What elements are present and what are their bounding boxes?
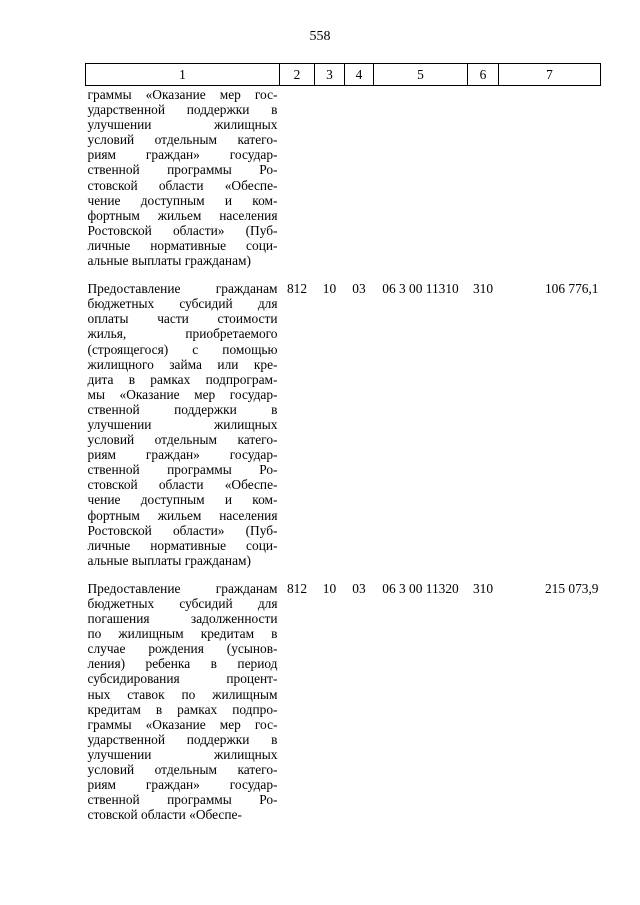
description-line: дита в рамках подпрограм- — [87, 371, 278, 387]
description-line: чение доступным и ком- — [87, 192, 278, 208]
description-line: оплаты части стоимости — [87, 311, 278, 327]
description-line: жилья, приобретаемого — [87, 326, 278, 342]
header-col-6: 6 — [468, 64, 499, 86]
table-row — [86, 274, 601, 574]
description-line: ственной программы Ро- — [87, 162, 278, 178]
description-line: условий отдельным катего- — [87, 432, 278, 448]
page-number: 558 — [309, 29, 331, 44]
subsection-code — [345, 86, 374, 275]
description-line: стовской области «Обеспе- — [87, 807, 242, 823]
description-line: (строящегося) с помощью — [87, 341, 278, 357]
header-row — [86, 64, 601, 86]
description-line: ления) ребенка в период — [87, 656, 278, 672]
header-col-7: 7 — [499, 64, 601, 86]
table-body — [86, 86, 601, 829]
description-line: стовской области «Обеспе- — [87, 177, 278, 193]
description-line: условий отдельным катего- — [87, 762, 278, 778]
description-line: ственной программы Ро- — [87, 792, 278, 808]
header-col-5: 5 — [374, 64, 468, 86]
expense-type-code: 310 — [472, 580, 494, 596]
ministry-code: 812 — [286, 281, 308, 297]
description-line: улучшении жилищных — [87, 416, 278, 432]
section-code: 10 — [322, 580, 337, 596]
target-article-code: 06 3 00 11320 — [382, 580, 459, 596]
description-line: чение доступным и ком- — [87, 492, 278, 508]
ministry-code — [280, 86, 315, 275]
ministry-code: 812 — [286, 580, 308, 596]
description-line: бюджетных субсидий для — [87, 296, 278, 312]
description-line: ственной программы Ро- — [87, 462, 278, 478]
header-col-3: 3 — [315, 64, 345, 86]
section-code — [315, 86, 345, 275]
description-line: граммы «Оказание мер гос- — [87, 87, 278, 102]
description-line: альные выплаты гражданам) — [87, 552, 251, 568]
description-line: погашения задолженности — [87, 611, 278, 627]
header-col-1: 1 — [86, 64, 280, 86]
description-line: улучшении жилищных — [87, 746, 278, 762]
description-line: Предоставление гражданам — [87, 281, 278, 297]
description-line: риям граждан» государ- — [87, 447, 278, 463]
description-line: Ростовской области» (Пуб- — [87, 222, 278, 238]
description-line: личные нормативные соци- — [87, 237, 278, 253]
budget-table — [85, 63, 601, 828]
description-line: ственной поддержки в — [87, 401, 278, 417]
expense-type-code: 310 — [472, 281, 494, 297]
expense-type-code — [468, 86, 499, 275]
description-line: улучшении жилищных — [87, 117, 278, 133]
table-row — [86, 86, 601, 275]
description-line: бюджетных субсидий для — [87, 596, 278, 611]
description-line: фортным жильем населения — [87, 207, 278, 223]
amount: 106 776,1 — [544, 281, 599, 297]
target-article-code — [374, 86, 468, 275]
description-line: риям граждан» государ- — [87, 147, 278, 163]
row-description — [86, 274, 280, 574]
description-line: субсидирования процент- — [87, 671, 278, 687]
description-line: кредитам в рамках подпро- — [87, 701, 278, 717]
description-line: ударственной поддержки в — [87, 731, 278, 747]
description-line: условий отдельным катего- — [87, 132, 278, 148]
header-col-2: 2 — [280, 64, 315, 86]
subsection-code: 03 — [352, 580, 366, 596]
table-row — [86, 574, 601, 829]
section-code: 10 — [322, 281, 337, 297]
description-line: по жилищным кредитам в — [87, 626, 278, 642]
row-description — [86, 86, 280, 275]
description-line: жилищного займа или кре- — [87, 356, 278, 372]
row-description — [86, 574, 280, 829]
description-line: случае рождения (усынов- — [87, 641, 278, 657]
description-line: личные нормативные соци- — [87, 537, 278, 553]
amount — [499, 86, 601, 275]
amount: 215 073,9 — [544, 580, 599, 596]
description-line: риям граждан» государ- — [87, 777, 278, 793]
header-col-4: 4 — [345, 64, 374, 86]
description-line: мы «Оказание мер государ- — [87, 386, 278, 402]
description-line: ных ставок по жилищным — [87, 686, 278, 702]
target-article-code: 06 3 00 11310 — [382, 281, 459, 297]
description-line: Предоставление гражданам — [87, 580, 278, 596]
description-line: Ростовской области» (Пуб- — [87, 522, 278, 538]
description-line: ударственной поддержки в — [87, 102, 278, 118]
description-line: граммы «Оказание мер гос- — [87, 716, 278, 732]
description-line: альные выплаты гражданам) — [87, 253, 251, 269]
description-line: стовской области «Обеспе- — [87, 477, 278, 493]
description-line: фортным жильем населения — [87, 507, 278, 523]
subsection-code: 03 — [352, 281, 366, 297]
